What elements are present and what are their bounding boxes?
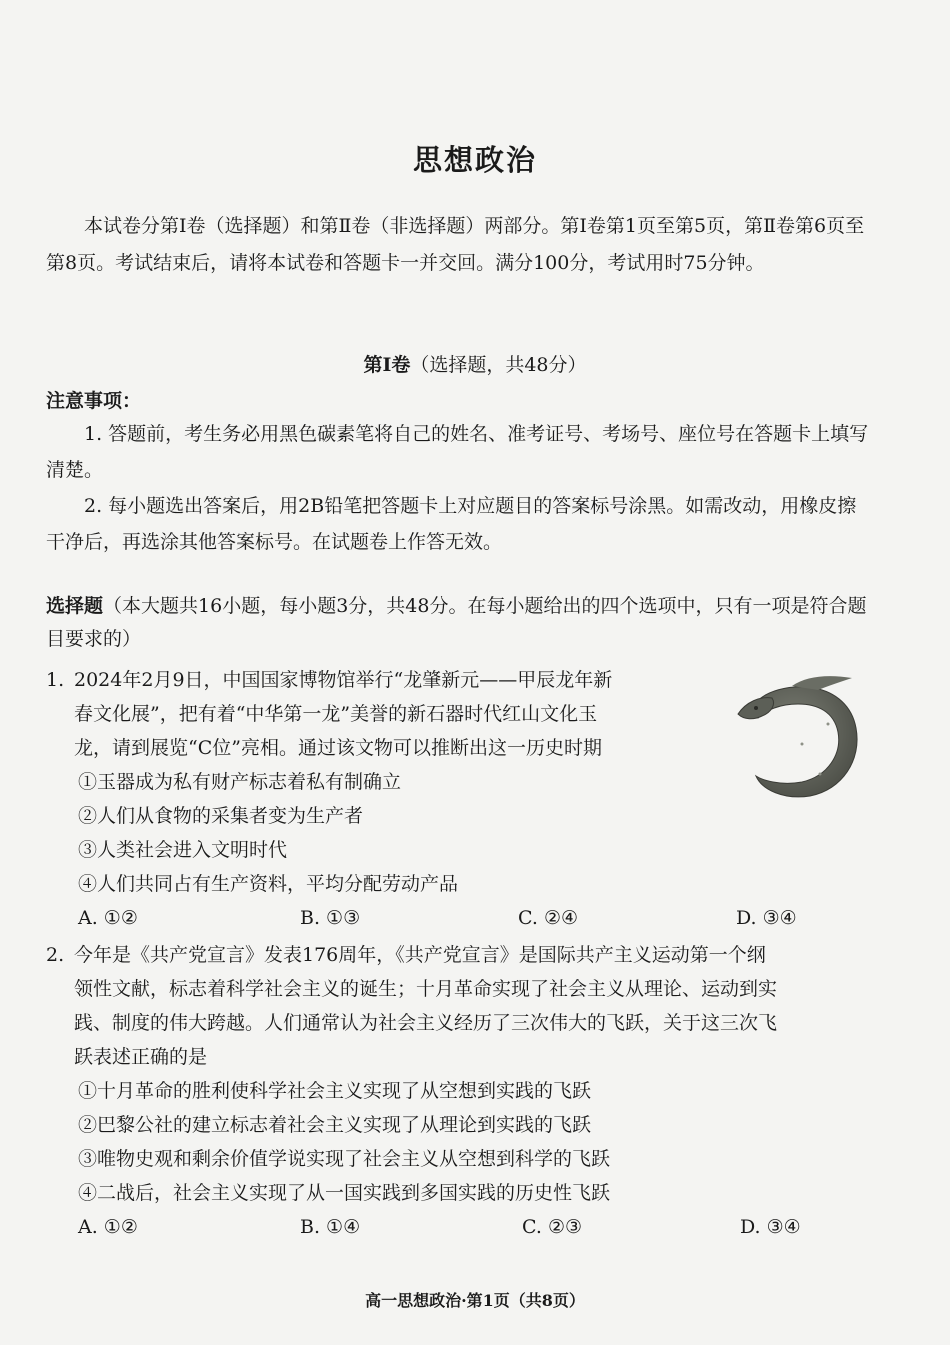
statement-option: ①玉器成为私有财产标志着私有制确立	[78, 771, 402, 793]
stem-line: 跃表述正确的是	[74, 1046, 208, 1068]
stem-line: 2024年2月9日，中国国家博物馆举行“龙肇新元——甲辰龙年新	[74, 669, 613, 691]
section-label: 第Ⅰ卷	[363, 354, 411, 376]
statement-option: ④二战后，社会主义实现了从一国实践到多国实践的历史性飞跃	[78, 1182, 611, 1204]
statement-option: ②人们从食物的采集者变为生产者	[78, 805, 364, 827]
question-number: 1.	[46, 669, 65, 691]
page-title: 思想政治	[412, 143, 537, 177]
answer-choices	[78, 901, 886, 935]
stem-line: 今年是《共产党宣言》发表176周年，《共产党宣言》是国际共产主义运动第一个纲	[74, 944, 766, 966]
question-stem	[46, 663, 696, 765]
mcq-heading	[46, 590, 872, 656]
stem-line: 践、制度的伟大跨越。人们通常认为社会主义经历了三次伟大的飞跃，关于这三次飞	[74, 1012, 778, 1034]
stem-line: 龙，请到展览“C位”亮相。通过该文物可以推断出这一历史时期	[74, 737, 602, 759]
intro-text: 本试卷分第Ⅰ卷（选择题）和第Ⅱ卷（非选择题）两部分。第Ⅰ卷第1页至第5页，第Ⅱ卷第6页至第8页。考试结束后，请将本试卷和答题卡一并交回。满分100分，考试用时75分钟。	[46, 215, 865, 274]
mcq-desc: （本大题共16小题，每小题3分，共48分。在每小题给出的四个选项中，只有一项是符合题目要求的）	[46, 595, 867, 650]
choice-d[interactable]: D. ③④	[740, 1216, 801, 1238]
question-number: 2.	[46, 944, 65, 966]
choice-b[interactable]: B. ①③	[300, 907, 361, 929]
choice-c[interactable]: C. ②③	[522, 1216, 583, 1238]
jade-dragon-icon	[732, 664, 882, 814]
question-2	[46, 938, 886, 1244]
stem-line: 春文化展”，把有着“中华第一龙”美誉的新石器时代红山文化玉	[74, 703, 598, 725]
statement-option: ①十月革命的胜利使科学社会主义实现了从空想到实践的飞跃	[78, 1080, 592, 1102]
choice-a[interactable]: A. ①②	[78, 1216, 138, 1238]
note-item: 2. 每小题选出答案后，用2B铅笔把答题卡上对应题目的答案标号涂黑。如需改动，用橡皮擦干净后，再选涂其他答案标号。在试题卷上作答无效。	[46, 495, 857, 553]
section-detail: （选择题，共48分）	[410, 354, 587, 376]
section-heading	[0, 350, 950, 377]
note-item: 1. 答题前，考生务必用黑色碳素笔将自己的姓名、准考证号、考场号、座位号在答题卡上填写清楚。	[46, 423, 869, 481]
choice-a[interactable]: A. ①②	[78, 907, 138, 929]
choice-b[interactable]: B. ①④	[300, 1216, 361, 1238]
notes-list	[46, 416, 872, 560]
answer-choices	[78, 1210, 886, 1244]
statement-option: ③唯物史观和剩余价值学说实现了社会主义从空想到科学的飞跃	[78, 1148, 611, 1170]
choice-d[interactable]: D. ③④	[736, 907, 797, 929]
mcq-label: 选择题	[46, 595, 104, 617]
statement-option: ③人类社会进入文明时代	[78, 839, 288, 861]
choice-c[interactable]: C. ②④	[518, 907, 579, 929]
notes-title: 注意事项：	[46, 390, 142, 412]
page-footer: 高一思想政治·第1页（共8页）	[365, 1291, 585, 1310]
statement-option: ②巴黎公社的建立标志着社会主义实现了从理论到实践的飞跃	[78, 1114, 592, 1136]
stem-line: 领性文献，标志着科学社会主义的诞生；十月革命实现了社会主义从理论、运动到实	[74, 978, 778, 1000]
statement-option: ④人们共同占有生产资料，平均分配劳动产品	[78, 873, 459, 895]
intro-paragraph	[46, 208, 870, 282]
